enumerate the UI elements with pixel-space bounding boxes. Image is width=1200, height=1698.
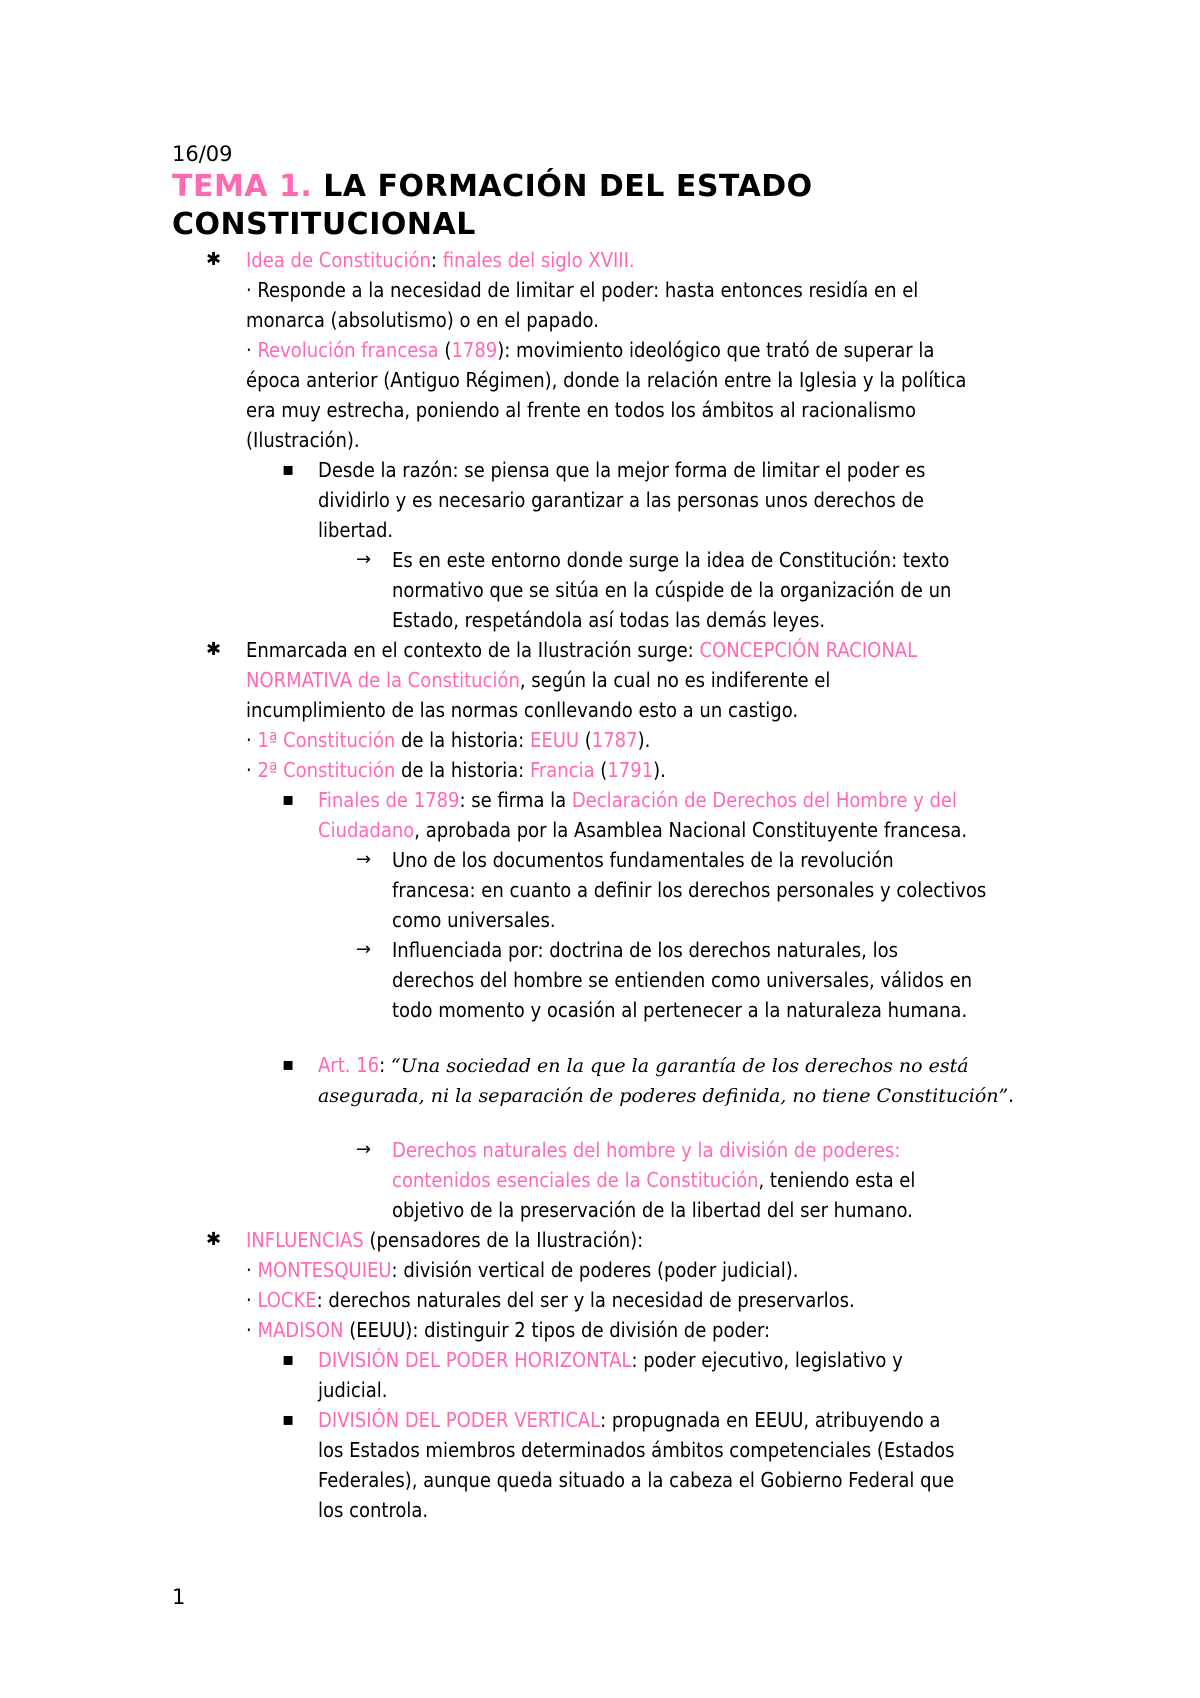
- art16-quote: asegurada, ni la separación de poderes definida, no tiene Constitución”: [318, 1085, 1009, 1107]
- text: (: [594, 758, 608, 782]
- text: ·: [246, 1258, 258, 1282]
- s2-arrow-line: Uno de los documentos fundamentales de la revolución: [392, 848, 894, 872]
- text: : poder ejecutivo, legislativo y: [631, 1348, 903, 1372]
- s2-line: [246, 635, 917, 665]
- text: ·: [246, 758, 258, 782]
- s2-arrow-line: Derechos naturales del hombre y la división de poderes:: [392, 1138, 901, 1162]
- s2-second-constitution: [246, 755, 666, 785]
- text: ).: [637, 728, 651, 752]
- square-bullet-icon: ▪: [282, 1054, 295, 1075]
- s1-arrow-line: Es en este entorno donde surge la idea de Constitución: texto: [392, 548, 950, 572]
- art16-quote: “Una sociedad en la que la garantía de los derechos no está: [390, 1055, 969, 1077]
- page-number: 1: [172, 1585, 186, 1609]
- s3-locke-line: [246, 1285, 855, 1315]
- text: ·: [246, 1288, 258, 1312]
- title-rest: LA FORMACIÓN DEL ESTADO: [312, 169, 813, 204]
- text: Finales de 1789: [318, 788, 460, 812]
- s1-paragraph-line: monarca (absolutismo) o en el papado.: [246, 308, 599, 332]
- text: Declaración de Derechos del Hombre y del: [571, 788, 957, 812]
- text: ·: [246, 338, 258, 362]
- s1-square-line: dividirlo y es necesario garantizar a las personas unos derechos de: [318, 488, 924, 512]
- square-bullet-icon: ▪: [282, 789, 295, 810]
- text: contenidos esenciales de la Constitución: [392, 1168, 759, 1192]
- square-bullet-icon: ▪: [282, 1349, 295, 1370]
- text: ): movimiento ideológico que trató de superar la: [497, 338, 935, 362]
- text: INFLUENCIAS: [246, 1228, 364, 1252]
- text: de la historia:: [395, 728, 530, 752]
- text: (pensadores de la Ilustración):: [363, 1228, 644, 1252]
- revolucion-francesa: Revolución francesa: [257, 338, 439, 362]
- text: EEUU: [529, 728, 580, 752]
- text: LOCKE: [257, 1288, 317, 1312]
- square-bullet-icon: ▪: [282, 459, 295, 480]
- text: : derechos naturales del ser y la necesidad de preservarlos.: [316, 1288, 855, 1312]
- s1-idea-constitucion: Idea de Constitución: [246, 248, 431, 272]
- title-tema: TEMA 1.: [172, 169, 313, 204]
- s2-arrow-line: francesa: en cuanto a definir los derechos personales y colectivos: [392, 878, 987, 902]
- text: : se firma la: [459, 788, 572, 812]
- s2-art16-line: [318, 1080, 1014, 1111]
- s1-colon: :: [430, 248, 443, 272]
- s3-vertical-line: los Estados miembros determinados ámbitos competenciales (Estados: [318, 1438, 955, 1462]
- text: Francia: [529, 758, 595, 782]
- s2-arrow-line: derechos del hombre se entienden como universales, válidos en: [392, 968, 973, 992]
- text: de la historia:: [395, 758, 530, 782]
- s3-vertical-line: los controla.: [318, 1498, 429, 1522]
- s3-vertical-line: Federales), aunque queda situado a la cabeza el Gobierno Federal que: [318, 1468, 955, 1492]
- text: 1791: [607, 758, 654, 782]
- text: Art. 16: [318, 1053, 380, 1077]
- s2-line: [246, 665, 830, 695]
- text: , teniendo esta el: [758, 1168, 916, 1192]
- asterisk-bullet-icon: ✱: [206, 1229, 222, 1250]
- text: ).: [653, 758, 666, 782]
- s2-arrow-line: [392, 1165, 915, 1195]
- text: (: [438, 338, 452, 362]
- text: , según la cual no es indiferente el: [519, 668, 831, 692]
- date-label: 16/09: [172, 142, 233, 166]
- s1-finales-siglo: finales del siglo XVIII.: [442, 248, 635, 272]
- s3-horizontal-line: judicial.: [318, 1378, 388, 1402]
- asterisk-bullet-icon: ✱: [206, 249, 222, 270]
- text: ·: [246, 728, 258, 752]
- s1-paragraph-line: · Responde a la necesidad de limitar el poder: hasta entonces residía en el: [246, 278, 919, 302]
- s1-paragraph-line: era muy estrecha, poniendo al frente en todos los ámbitos al racionalismo: [246, 398, 916, 422]
- concepcion-racional: CONCEPCIÓN RACIONAL: [699, 638, 918, 662]
- text: ·: [246, 1318, 258, 1342]
- s2-arrow-line: objetivo de la preservación de la libertad del ser humano.: [392, 1198, 913, 1222]
- year-1789: 1789: [451, 338, 498, 362]
- s2-arrow-line: Influenciada por: doctrina de los derechos naturales, los: [392, 938, 898, 962]
- s1-square-line: Desde la razón: se piensa que la mejor forma de limitar el poder es: [318, 458, 926, 482]
- text: .: [1008, 1083, 1014, 1107]
- text: DIVISIÓN DEL PODER HORIZONTAL: [318, 1348, 632, 1372]
- s2-arrow-line: como universales.: [392, 908, 556, 932]
- square-bullet-icon: ▪: [282, 1409, 295, 1430]
- s1-paragraph-line: (Ilustración).: [246, 428, 360, 452]
- s3-vertical-line: [318, 1405, 940, 1435]
- s1-revolucion-line: [246, 335, 934, 365]
- s2-line: incumplimiento de las normas conllevando esto a un castigo.: [246, 698, 799, 722]
- s2-declaracion-line: [318, 785, 957, 815]
- text: 1787: [591, 728, 638, 752]
- text: DIVISIÓN DEL PODER VERTICAL: [318, 1408, 601, 1432]
- s3-madison-line: [246, 1315, 770, 1345]
- text: : propugnada en EEUU, atribuyendo a: [600, 1408, 941, 1432]
- arrow-bullet-icon: →: [356, 549, 372, 570]
- text: MADISON: [257, 1318, 344, 1342]
- s1-paragraph-line: época anterior (Antiguo Régimen), donde la relación entre la Iglesia y la política: [246, 368, 967, 392]
- text: 1ª Constitución: [257, 728, 396, 752]
- page-title: [172, 168, 1072, 244]
- text: MONTESQUIEU: [257, 1258, 392, 1282]
- arrow-bullet-icon: →: [356, 939, 372, 960]
- text: Enmarcada en el contexto de la Ilustración surge:: [246, 638, 700, 662]
- s2-arrow-line: todo momento y ocasión al pertenecer a la naturaleza humana.: [392, 998, 968, 1022]
- s2-art16-line: [318, 1050, 969, 1081]
- s3-heading: [246, 1225, 643, 1255]
- text: : división vertical de poderes (poder judicial).: [391, 1258, 799, 1282]
- s3-montesquieu-line: [246, 1255, 799, 1285]
- arrow-bullet-icon: →: [356, 1139, 372, 1160]
- s1-square-line: libertad.: [318, 518, 394, 542]
- text: (: [579, 728, 592, 752]
- asterisk-bullet-icon: ✱: [206, 639, 222, 660]
- s3-horizontal-line: [318, 1345, 903, 1375]
- title-line2: CONSTITUCIONAL: [172, 207, 476, 242]
- s2-first-constitution: [246, 725, 650, 755]
- s1-arrow-line: normativo que se sitúa en la cúspide de la organización de un: [392, 578, 952, 602]
- s1-heading: [246, 245, 635, 275]
- text: (EEUU): distinguir 2 tipos de división de poder:: [343, 1318, 771, 1342]
- s2-declaracion-line: [318, 815, 967, 845]
- s1-arrow-line: Estado, respetándola así todas las demás leyes.: [392, 608, 826, 632]
- text: 2ª Constitución: [257, 758, 396, 782]
- text: , aprobada por la Asamblea Nacional Constituyente francesa.: [414, 818, 968, 842]
- text: :: [379, 1053, 391, 1077]
- text: Ciudadano: [318, 818, 415, 842]
- arrow-bullet-icon: →: [356, 849, 372, 870]
- normativa-constitucion: NORMATIVA de la Constitución: [246, 668, 520, 692]
